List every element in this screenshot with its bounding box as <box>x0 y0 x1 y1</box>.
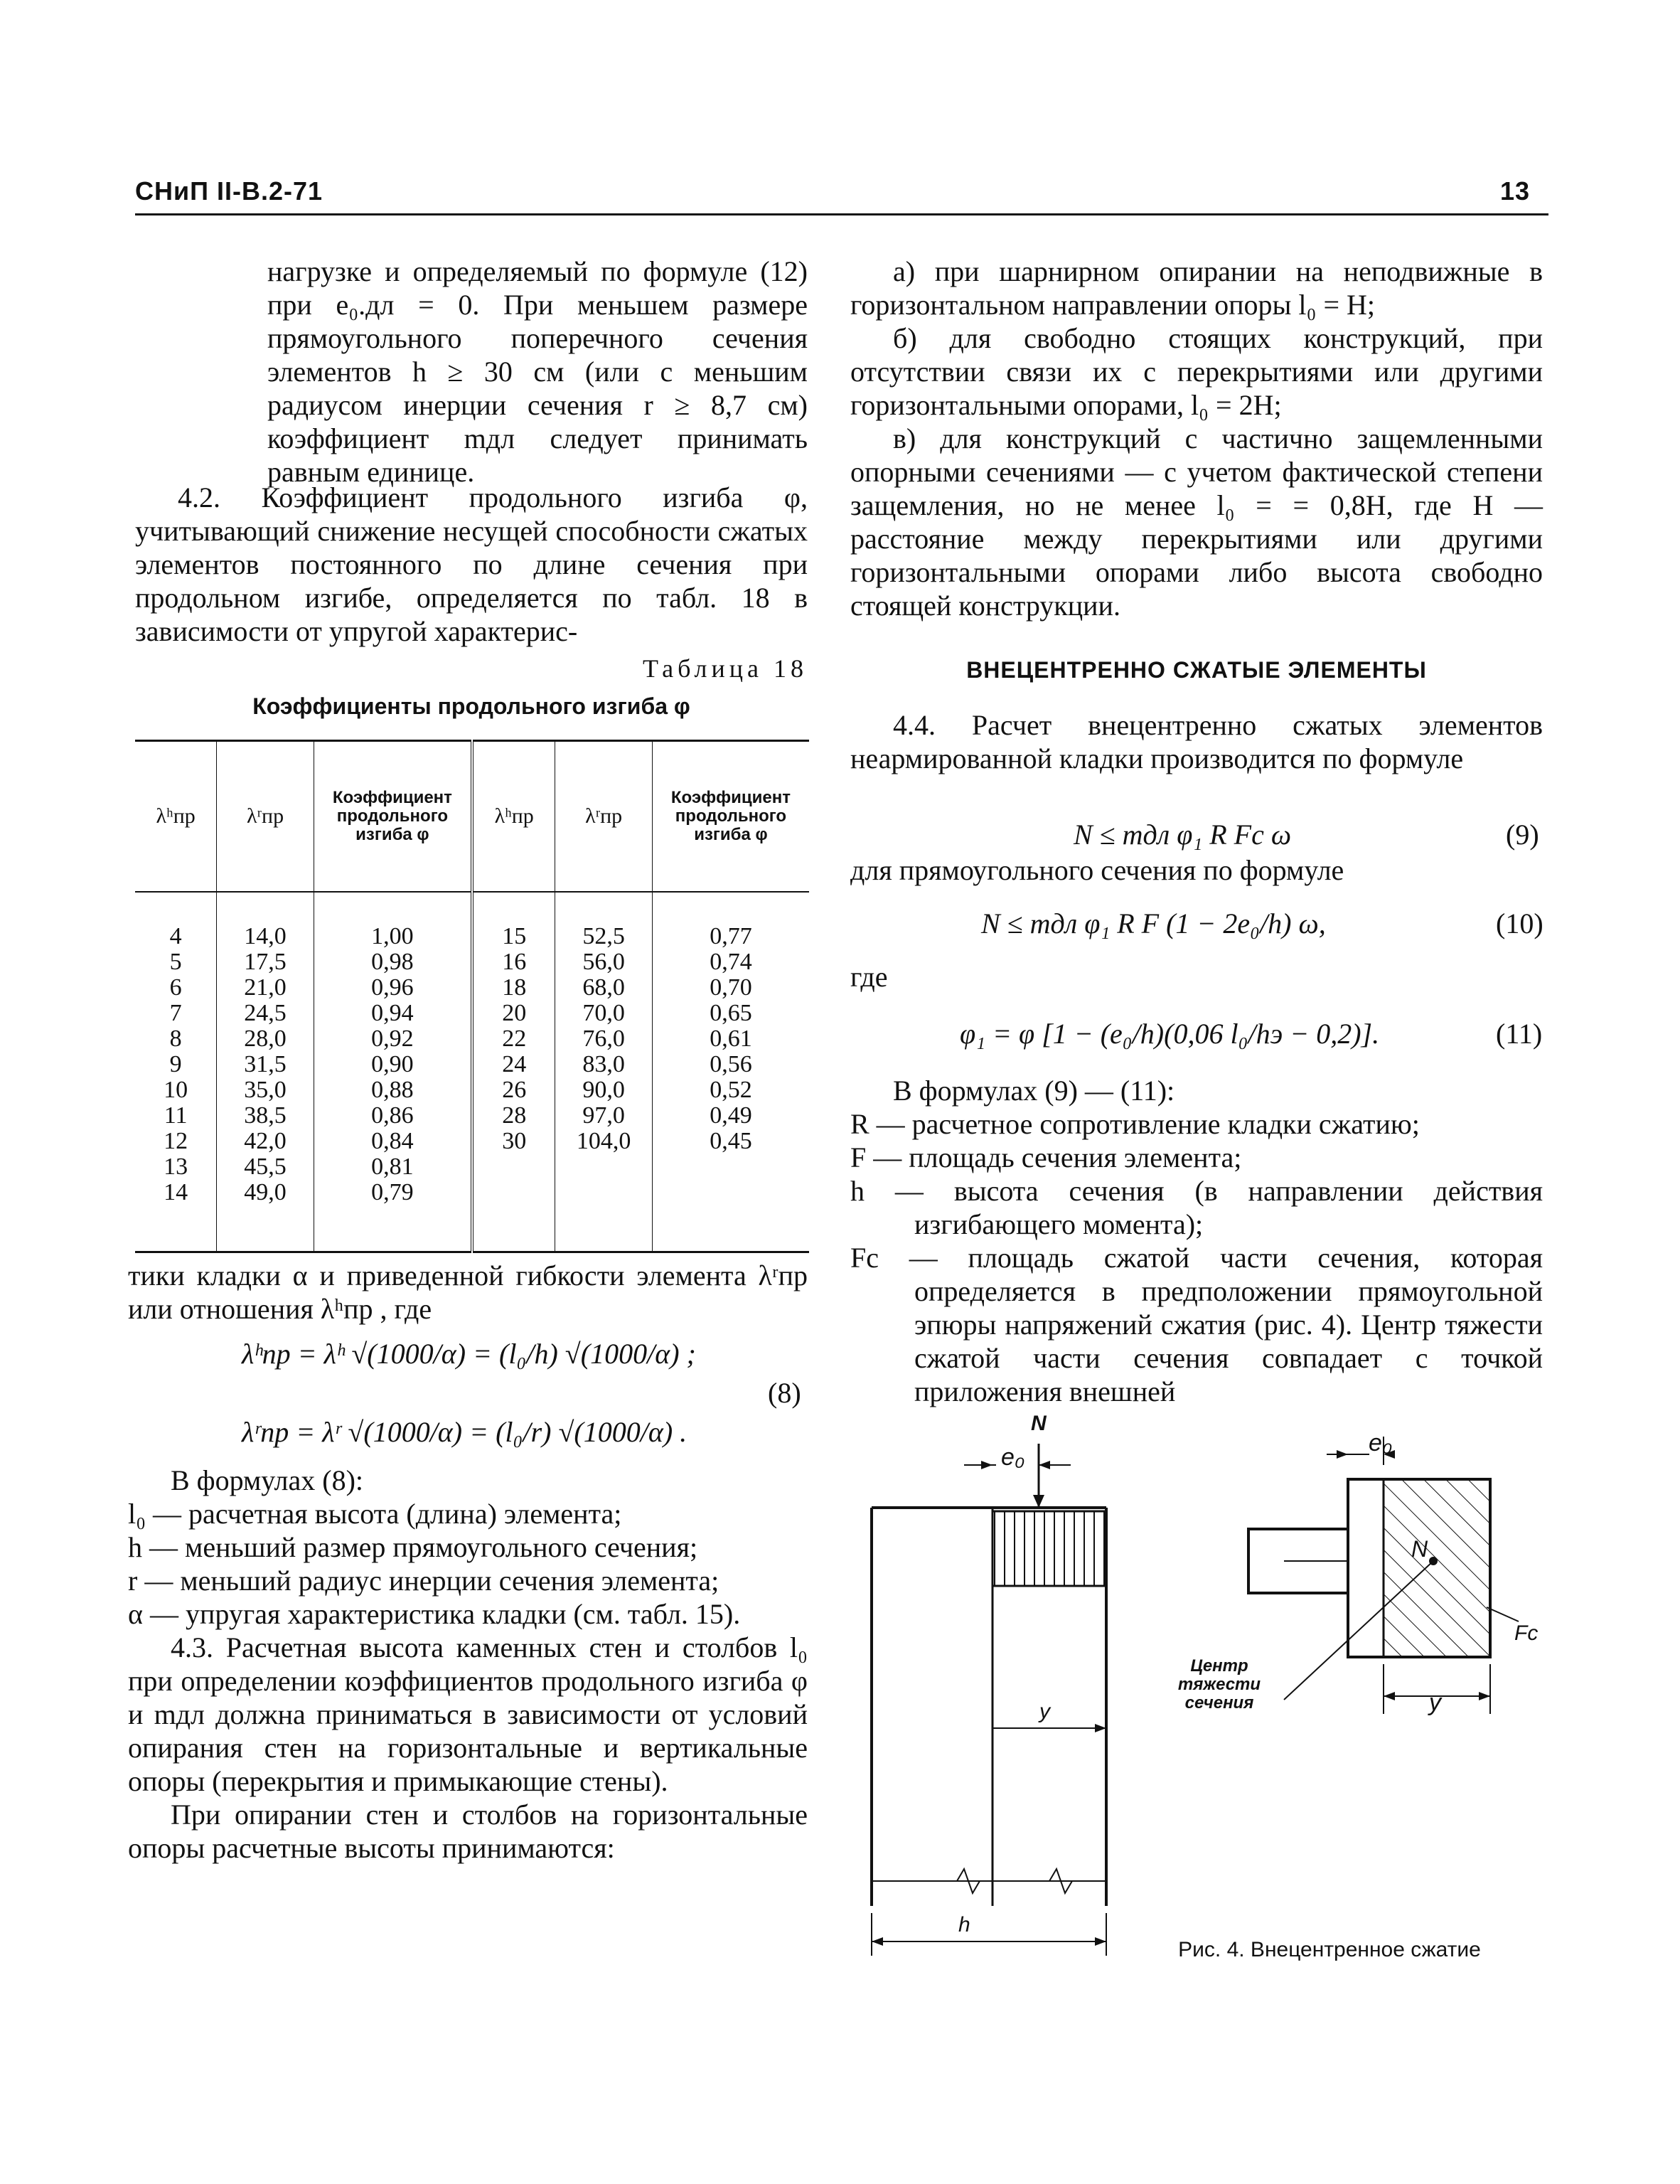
table-header: Коэффициент продольного изгиба φ <box>314 741 472 893</box>
rect-section-line <box>850 853 1543 887</box>
item-b: б) для свободно стоящих конструкций, при отсутствии связи их с перекрытиями или другими горизонтальными опорами, l₀ = 2H; <box>850 322 1543 421</box>
table-header: λʰпр <box>472 741 555 893</box>
label-N-right: N <box>1411 1536 1428 1562</box>
table-body-row <box>135 892 809 1252</box>
definition-item: α — упругая характеристика кладки (см. табл. 15). <box>128 1598 741 1630</box>
paragraph-4-2: 4.2. Коэффициент продольного изгиба φ, учитывающий снижение несущей способности сжатых элементов постоянного по длине сечения при продольном изгибе, определяется по табл. 18 в зависимости от упругой характерис- <box>135 481 808 647</box>
table-header: λʰпр <box>135 741 217 893</box>
left-column-top <box>267 255 808 489</box>
formula-9: N ≤ mдл φ₁ R Fс ω <box>1074 819 1292 851</box>
table-cell: 4 5 6 7 8 9 10 11 12 13 14 <box>164 923 188 1205</box>
wall-elevation <box>872 1444 1106 1956</box>
table-cell: 15 16 18 20 22 24 26 28 30 <box>472 892 555 1252</box>
page-number: 13 <box>1500 176 1531 206</box>
paragraph-rect: для прямоугольного сечения по формуле <box>850 854 1344 886</box>
definition-item: h — меньший размер прямоугольного сечения; <box>128 1531 698 1563</box>
paragraph-supports: При опирании стен и столбов на горизонтальные опоры расчетные высоты принимаются: <box>128 1799 808 1864</box>
label-N-left: N <box>1031 1412 1047 1435</box>
table-cell: 0,77 0,74 0,70 0,65 0,61 0,56 0,52 0,49 0,45 <box>652 892 809 1252</box>
definition-item: h — высота сечения (в направлении действия изгибающего момента); <box>850 1175 1543 1240</box>
formula-11: φ₁ = φ [1 − (e₀/h)(0,06 l₀/hэ − 0,2)]. <box>960 1018 1380 1050</box>
definitions-intro: В формулах (8): <box>171 1464 364 1496</box>
where-line <box>850 960 1064 994</box>
right-definitions <box>850 1074 1543 1408</box>
definition-item: R — расчетное сопротивление кладки сжатию; <box>850 1108 1420 1140</box>
left-column-after-table <box>128 1259 808 1326</box>
document-code: СНиП II-В.2-71 <box>135 176 323 206</box>
table-title: Коэффициенты продольного изгиба φ <box>252 693 690 719</box>
label-e0-right: e₀ <box>1369 1429 1393 1456</box>
table-header-row <box>135 741 809 893</box>
where-word: где <box>850 961 888 993</box>
table-header: λʳпр <box>217 741 314 893</box>
definition-item: F — площадь сечения элемента; <box>850 1141 1242 1173</box>
left-column-4-2 <box>135 481 808 723</box>
label-y-left: y <box>1039 1700 1050 1723</box>
paragraph-continuation: нагрузке и определяемый по формуле (12) при e₀.дл = 0. При меньшем размере прямоугольного поперечного сечения элементов h ≥ 30 см (или с меньшим радиусом инерции сечения r ≥ 8,7 см) коэффициент mдл следует принимать равным единице. <box>267 255 808 488</box>
equation-number-9: (9) <box>1506 819 1539 851</box>
table-cell: 1,00 0,98 0,96 0,94 0,92 0,90 0,88 0,86 0,84 0,81 0,79 <box>314 892 472 1252</box>
formula-8b: λʳпр = λʳ √(1000/α) = (l₀/r) √(1000/α) . <box>242 1416 687 1448</box>
left-definitions <box>128 1464 808 1865</box>
definition-item: r — меньший радиус инерции сечения элемента; <box>128 1565 719 1597</box>
equation-number-8: (8) <box>768 1377 801 1409</box>
item-c: в) для конструкций с частично защемленными опорными сечениями — с учетом фактической степени защемления, но не менее l₀ = = 0,8H, где H — расстояние между перекрытиями или другими горизонтальными опорами либо высота свободно стоящей конструкции. <box>850 422 1543 622</box>
definitions-intro: В формулах (9) — (11): <box>893 1075 1175 1107</box>
equation-number-11: (11) <box>1496 1018 1543 1050</box>
equation-number-10: (10) <box>1496 907 1543 939</box>
cross-section <box>1248 1437 1519 1714</box>
table-header: λʳпр <box>555 741 652 893</box>
paragraph-4-3: 4.3. Расчетная высота каменных стен и столбов l₀ при определении коэффициентов продольного изгиба φ и mдл должна приниматься в зависимости от условий опирания стен на горизонтальные и вертикальные опоры (перекрытия и примыкающие стены). <box>128 1631 808 1797</box>
definition-item: l₀ — расчетная высота (длина) элемента; <box>128 1498 622 1530</box>
label-e0-left: e₀ <box>1001 1444 1025 1471</box>
table-header: Коэффициент продольного изгиба φ <box>652 741 809 893</box>
formula-10: N ≤ mдл φ₁ R F (1 − 2e₀/h) ω, <box>981 907 1326 939</box>
right-column-top <box>850 255 1543 775</box>
paragraph-slenderness: тики кладки α и приведенной гибкости элемента λʳпр или отношения λʰпр , где <box>128 1259 808 1325</box>
figure-caption: Рис. 4. Внецентренное сжатие <box>1178 1938 1481 1961</box>
item-a: а) при шарнирном опирании на неподвижные в горизонтальном направлении опоры l₀ = H; <box>850 255 1543 321</box>
label-Fc: Fc <box>1514 1621 1539 1645</box>
formula-8a: λʰпр = λʰ √(1000/α) = (l₀/h) √(1000/α) ; <box>242 1338 696 1370</box>
table-18 <box>135 740 809 1253</box>
label-y-right: y <box>1429 1689 1441 1716</box>
section-title: ВНЕЦЕНТРЕННО СЖАТЫЕ ЭЛЕМЕНТЫ <box>966 657 1427 683</box>
paragraph-4-4: 4.4. Расчет внецентренно сжатых элементов неармированной кладки производится по формуле <box>850 709 1543 774</box>
table-cell: 14,0 17,5 21,0 24,5 28,0 31,5 35,0 38,5 42,0 45,5 49,0 <box>217 892 314 1252</box>
definition-item: Fс — площадь сжатой части сечения, которая определяется в предположении прямоугольной эпюры напряжений сжатия (рис. 4). Центр тяжести сжатой части сечения совпадает с точкой приложения внешней <box>850 1242 1543 1407</box>
label-h: h <box>958 1913 970 1937</box>
table-number: Таблица 18 <box>643 654 808 683</box>
label-center-of-gravity: Центр тяжести сечения <box>1177 1656 1261 1712</box>
header-rule <box>135 213 1548 215</box>
table-cell: 52,5 56,0 68,0 70,0 76,0 83,0 90,0 97,0 104,0 <box>555 892 652 1252</box>
